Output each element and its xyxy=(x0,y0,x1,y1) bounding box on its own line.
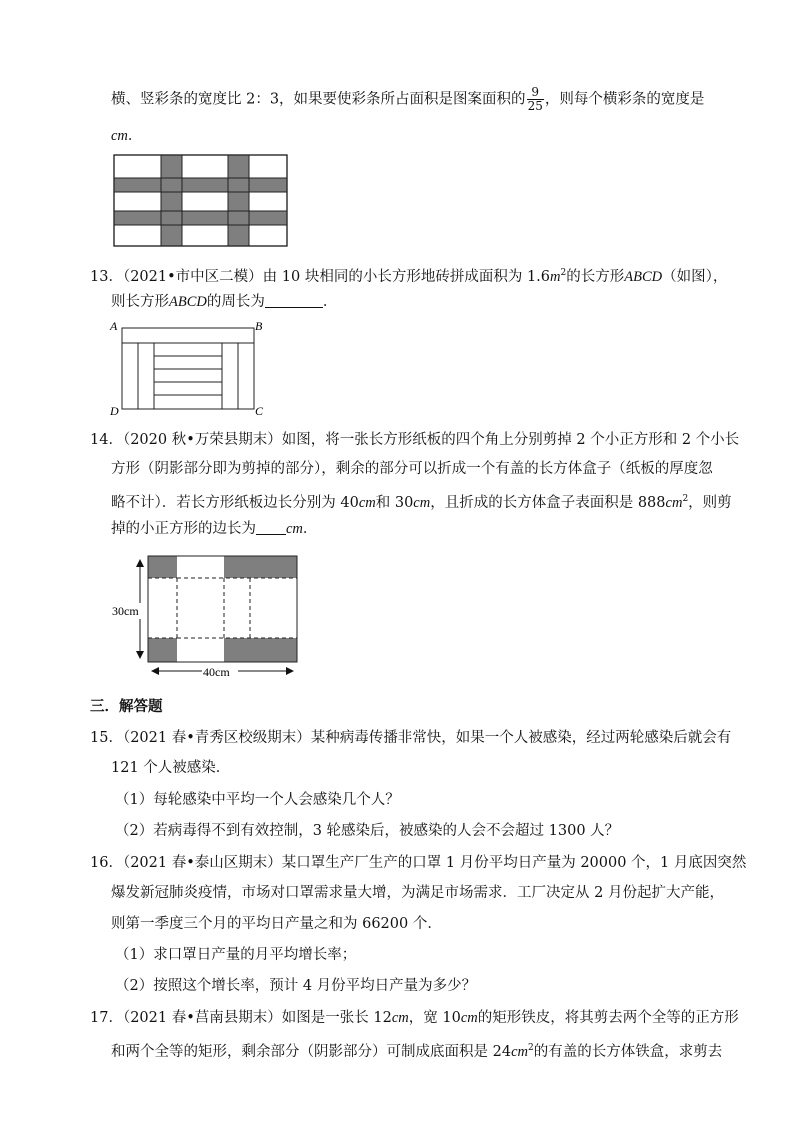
q12-line1: 横、竖彩条的宽度比 2：3，如果要使彩条所占面积是图案面积的 $\frac{9}{25}$ ，则每个横彩条的宽度是 xyxy=(111,85,705,113)
answer-blank xyxy=(265,293,323,308)
q14-box-net-figure xyxy=(108,552,308,680)
q16-sub1: （1）求口罩日产量的月平均增长率； xyxy=(115,947,357,963)
q12-line2: cm． xyxy=(111,128,143,144)
q13-tile-figure xyxy=(108,318,268,418)
q16-line1: 16．（2021 春•泰山区期末）某口罩生产厂生产的口罩 1 月份平均日产量为 20000 个，1 月底因突然 xyxy=(90,855,747,871)
q16-line3: 则第一季度三个月的平均日产量之和为 66200 个． xyxy=(111,916,442,932)
label-D: D xyxy=(110,404,119,418)
q14-line4: 掉的小正方形的边长为 cm． xyxy=(111,521,318,537)
q17-line2: 和两个全等的矩形，剩余部分（阴影部分）可制成底面积是 $24cm^2$的有盖的长方体铁盒，求剪去 xyxy=(111,1043,723,1060)
q15-line1: 15．（2021 春•青秀区校级期末）某种病毒传播非常快，如果一个人被感染，经过两轮感染后就会有 xyxy=(90,730,732,746)
section-title: 三．解答题 xyxy=(90,699,163,715)
label-A: A xyxy=(110,319,118,333)
label-30cm: 30cm xyxy=(112,604,139,618)
label-40cm: 40cm xyxy=(203,665,230,679)
q15-sub1: （1）每轮感染中平均一个人会感染几个人？ xyxy=(115,792,400,808)
q15-sub2: （2）若病毒得不到有效控制，3 轮感染后，被感染的人会不会超过 1300 人？ xyxy=(115,823,620,839)
q14-line2: 方形（阴影部分即为剪掉的部分），剩余的部分可以折成一个有盖的长方体盒子（纸板的厚度忽 xyxy=(111,461,713,477)
q13-line1: 13．（2021•市中区二模）由 10 块相同的小长方形地砖拼成面积为 $1.6m^2$的长方形ABCD（如图）， xyxy=(90,268,728,285)
q14-line1: 14．（2020 秋•万荣县期末）如图，将一张长方形纸板的四个角上分别剪掉 2 个小正方形和 2 个小长 xyxy=(90,432,740,448)
label-B: B xyxy=(255,319,263,333)
q16-line2: 爆发新冠肺炎疫情，市场对口罩需求量大增，为满足市场需求．工厂决定从 2 月份起扩大产能， xyxy=(111,885,724,901)
q14-line3: 略不计）．若长方形纸板边长分别为 40cm和 30cm，且折成的长方体盒子表面积是 $888cm^2$，则剪 xyxy=(111,494,732,511)
label-C: C xyxy=(255,404,264,418)
q15-line2: 121 个人被感染． xyxy=(111,760,231,776)
q16-sub2: （2）按照这个增长率，预计 4 月份平均日产量为多少？ xyxy=(115,978,477,994)
answer-blank xyxy=(256,520,286,535)
q17-line1: 17．（2021 春•莒南县期末）如图是一张长 12cm，宽 10cm的矩形铁皮，将其剪去两个全等的正方形 xyxy=(90,1010,739,1026)
q12-stripe-figure xyxy=(113,154,289,248)
q13-line2: 则长方形ABCD的周长为 ． xyxy=(111,294,338,310)
fraction-9-25: $\frac{9}{25}$ xyxy=(527,85,543,113)
